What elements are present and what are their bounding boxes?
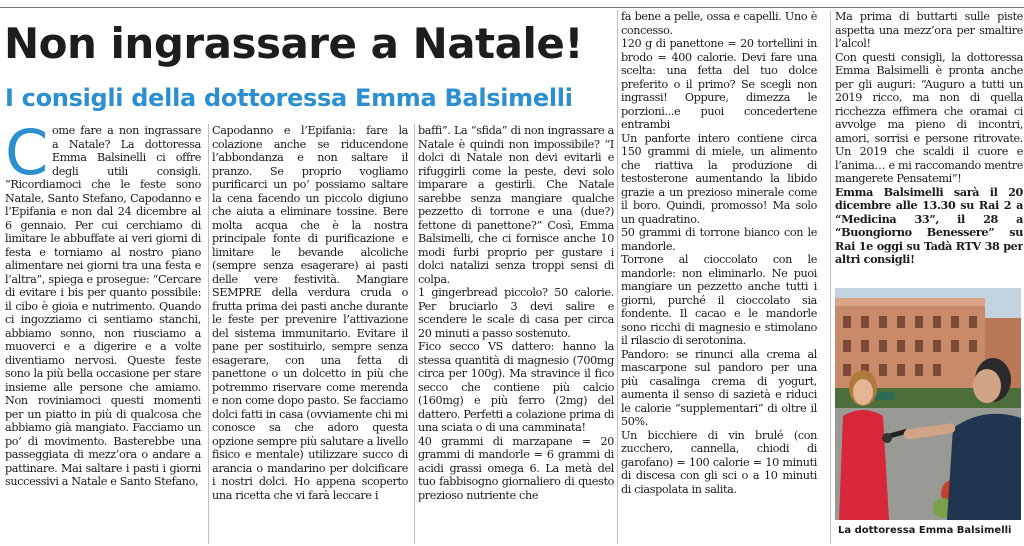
paragraph: Fico secco VS dattero: hanno la stessa quantità di magnesio (700mg circa per 100g). Ma stravince il fico secco che contiene più calcio (160mg) e più ferro (2mg) del dattero. Perfetti a colazione prima di una sciata o di una camminata! — [418, 340, 614, 434]
article-column-2 — [212, 124, 408, 544]
column-divider — [208, 124, 209, 544]
article-column-5 — [835, 10, 1023, 280]
drop-cap: C — [5, 124, 48, 189]
column-divider — [617, 10, 618, 544]
paragraph: fa bene a pelle, ossa e capelli. Uno è concesso. — [621, 10, 817, 37]
paragraph: 120 g di panettone = 20 tortellini in brodo = 400 calorie. Devi fare una scelta: una fetta del tuo dolce preferito o il primo? Se scegli non ingrassi! Oppure, dimezza le porzioni...e puoi concedertene entrambi — [621, 37, 817, 131]
paragraph: Torrone al cioccolato con le mandorle: non eliminarlo. Ne puoi mangiare un pezzetto anche tutti i giorni, purché il cioccolato sia fondente. Il cacao e le mandorle sono ricchi di magnesio e stimolano il rilascio di serotonina. — [621, 253, 817, 347]
article-column-1 — [5, 124, 201, 544]
article-column-4 — [621, 10, 817, 544]
paragraph: Capodanno e l’Epifania: fare la colazione anche se riducendone l’abbondanza e non saltare il pranzo. Se proprio vogliamo purificarci un po’ possiamo saltare la cena facendo un piccolo digiuno che aiuta a eliminare tossine. Bere molta acqua che è la nostra principale fonte di purificazione e limitare le bevande alcoliche (sempre senza esagerare) ai pasti delle vere festività. Mangiare SEMPRE della verdura cruda o frutta prima dei pasti anche durante le feste per prevenire l’attivazione del sistema immunitario. Evitare il pane per sostituirlo, sempre senza esagerare, con una fetta di panettone o un dolcetto in più che potremmo riservare come merenda e non come dopo pasto. Se facciamo dolci fatti in casa (ovviamente chi mi conosce sa che adoro questa opzione sempre più salutare a livello fisico e mentale) utilizzare succo di arancia o mandarino per dolcificare i nostri dolci. Ho appena scoperto una ricetta che vi farà leccare i — [212, 124, 408, 502]
article-subtitle: I consigli della dottoressa Emma Balsimelli — [5, 84, 573, 112]
paragraph: 40 grammi di marzapane = 20 grammi di mandorle = 6 grammi di acidi grassi omega 6. La metà del tuo fabbisogno giornaliero di questo prezioso nutriente che — [418, 434, 614, 502]
article-title: Non ingrassare a Natale! — [4, 19, 584, 68]
paragraph: 1 gingerbread piccolo? 50 calorie. Per bruciarlo 3 devi salire e scendere le scale di casa per circa 20 minuti a passo sostenuto. — [418, 286, 614, 340]
paragraph: baffi”. La “sfida” di non ingrassare a Natale è quindi non impossibile? “I dolci di Natale non devi evitarli e rifuggirli come la peste, devi solo imparare a gestirli. Che Natale sarebbe senza mangiare qualche pezzetto di torrone e una (due?) fettone di panettone?” Così, Emma Balsimelli, che ci fornisce anche 10 modi furbi proprio per gustare i dolci natalizi senza troppi sensi di colpa. — [418, 124, 614, 286]
article-photo — [835, 288, 1021, 520]
column-divider — [830, 10, 831, 544]
paragraph: 50 grammi di torrone bianco con le mandorle. — [621, 226, 817, 253]
paragraph: Pandoro: se rinunci alla crema al mascarpone sul pandoro per una più casalinga crema di yogurt, aumenta il senso di sazietà e riduci le calorie “supplementari” di oltre il 50%. — [621, 347, 817, 428]
closing-paragraph: Emma Balsimelli sarà il 20 dicembre alle 13.30 su Rai 2 a “Medicina 33”, il 28 a “Buongiorno Benessere” su Rai 1e oggi su Tadà RTV 38 per altri consigli! — [835, 184, 1023, 266]
photo-caption: La dottoressa Emma Balsimelli — [838, 525, 1012, 536]
paragraph: Un bicchiere di vin brulé (con zucchero, cannella, chiodi di garofano) = 100 calorie = 10 minuti di discesa con gli sci o a 10 minuti di ciaspolata in salita. — [621, 428, 817, 496]
column-divider — [414, 124, 415, 544]
paragraph: Con questi consigli, la dottoressa Emma Balsimelli è pronta anche per gli auguri: “Auguro a tutti un 2019 ricco, ma non di quella ricchezza effimera che oramai ci avvolge ma pieno di incontri, amori, sorrisi e persone ritrovate. Un 2019 che scaldi il cuore e l’anima… e mi raccomando mentre mangerete Pensatemi”! — [835, 50, 1023, 185]
top-rule — [0, 7, 1024, 8]
paragraph: Ma prima di buttarti sulle piste aspetta una mezz’ora per smaltire l’alcol! — [835, 10, 1023, 50]
photo-illustration — [835, 288, 1021, 520]
paragraph: ome fare a non ingrassare a Natale? La dottoressa Emma Balsinelli ci offre degli utili consigli. “Ricordiamoci che le feste sono Natale, Santo Stefano, Capodanno e l’Epifania e non dal 24 dicembre al 6 gennaio. Per cui cerchiamo di limitare le abbuffate ai veri giorni di festa e torniamo al nostro piano alimentare nei giorni tra una festa e l’altra”, spiega e prosegue: “Cercare di evitare i bis per quanto possibile: il cibo è gioia e nutrimento. Quando ci ingozziamo ci sentiamo stanchi, abbiamo sonno, non riusciamo a muoverci e a digerire e a volte diventiamo nervosi. Queste feste sono la più bella occasione per stare insieme alle persone che amiamo. Non roviniamoci questi momenti per un piatto in più di qualcosa che abbiamo già mangiato. Facciamo un po’ di movimento. Basterebbe una passeggiata di mezz’ora o andare a pattinare. Mai saltare i pasti i giorni successivi a Natale e Santo Stefano, — [5, 124, 201, 488]
paragraph: Un panforte intero contiene circa 150 grammi di miele, un alimento che riattiva la produzione di testosterone aumentando la libido grazie a un prezioso minerale come il boro. Quindi, promosso! Ma solo un quadratino. — [621, 131, 817, 226]
article-column-3 — [418, 124, 614, 544]
